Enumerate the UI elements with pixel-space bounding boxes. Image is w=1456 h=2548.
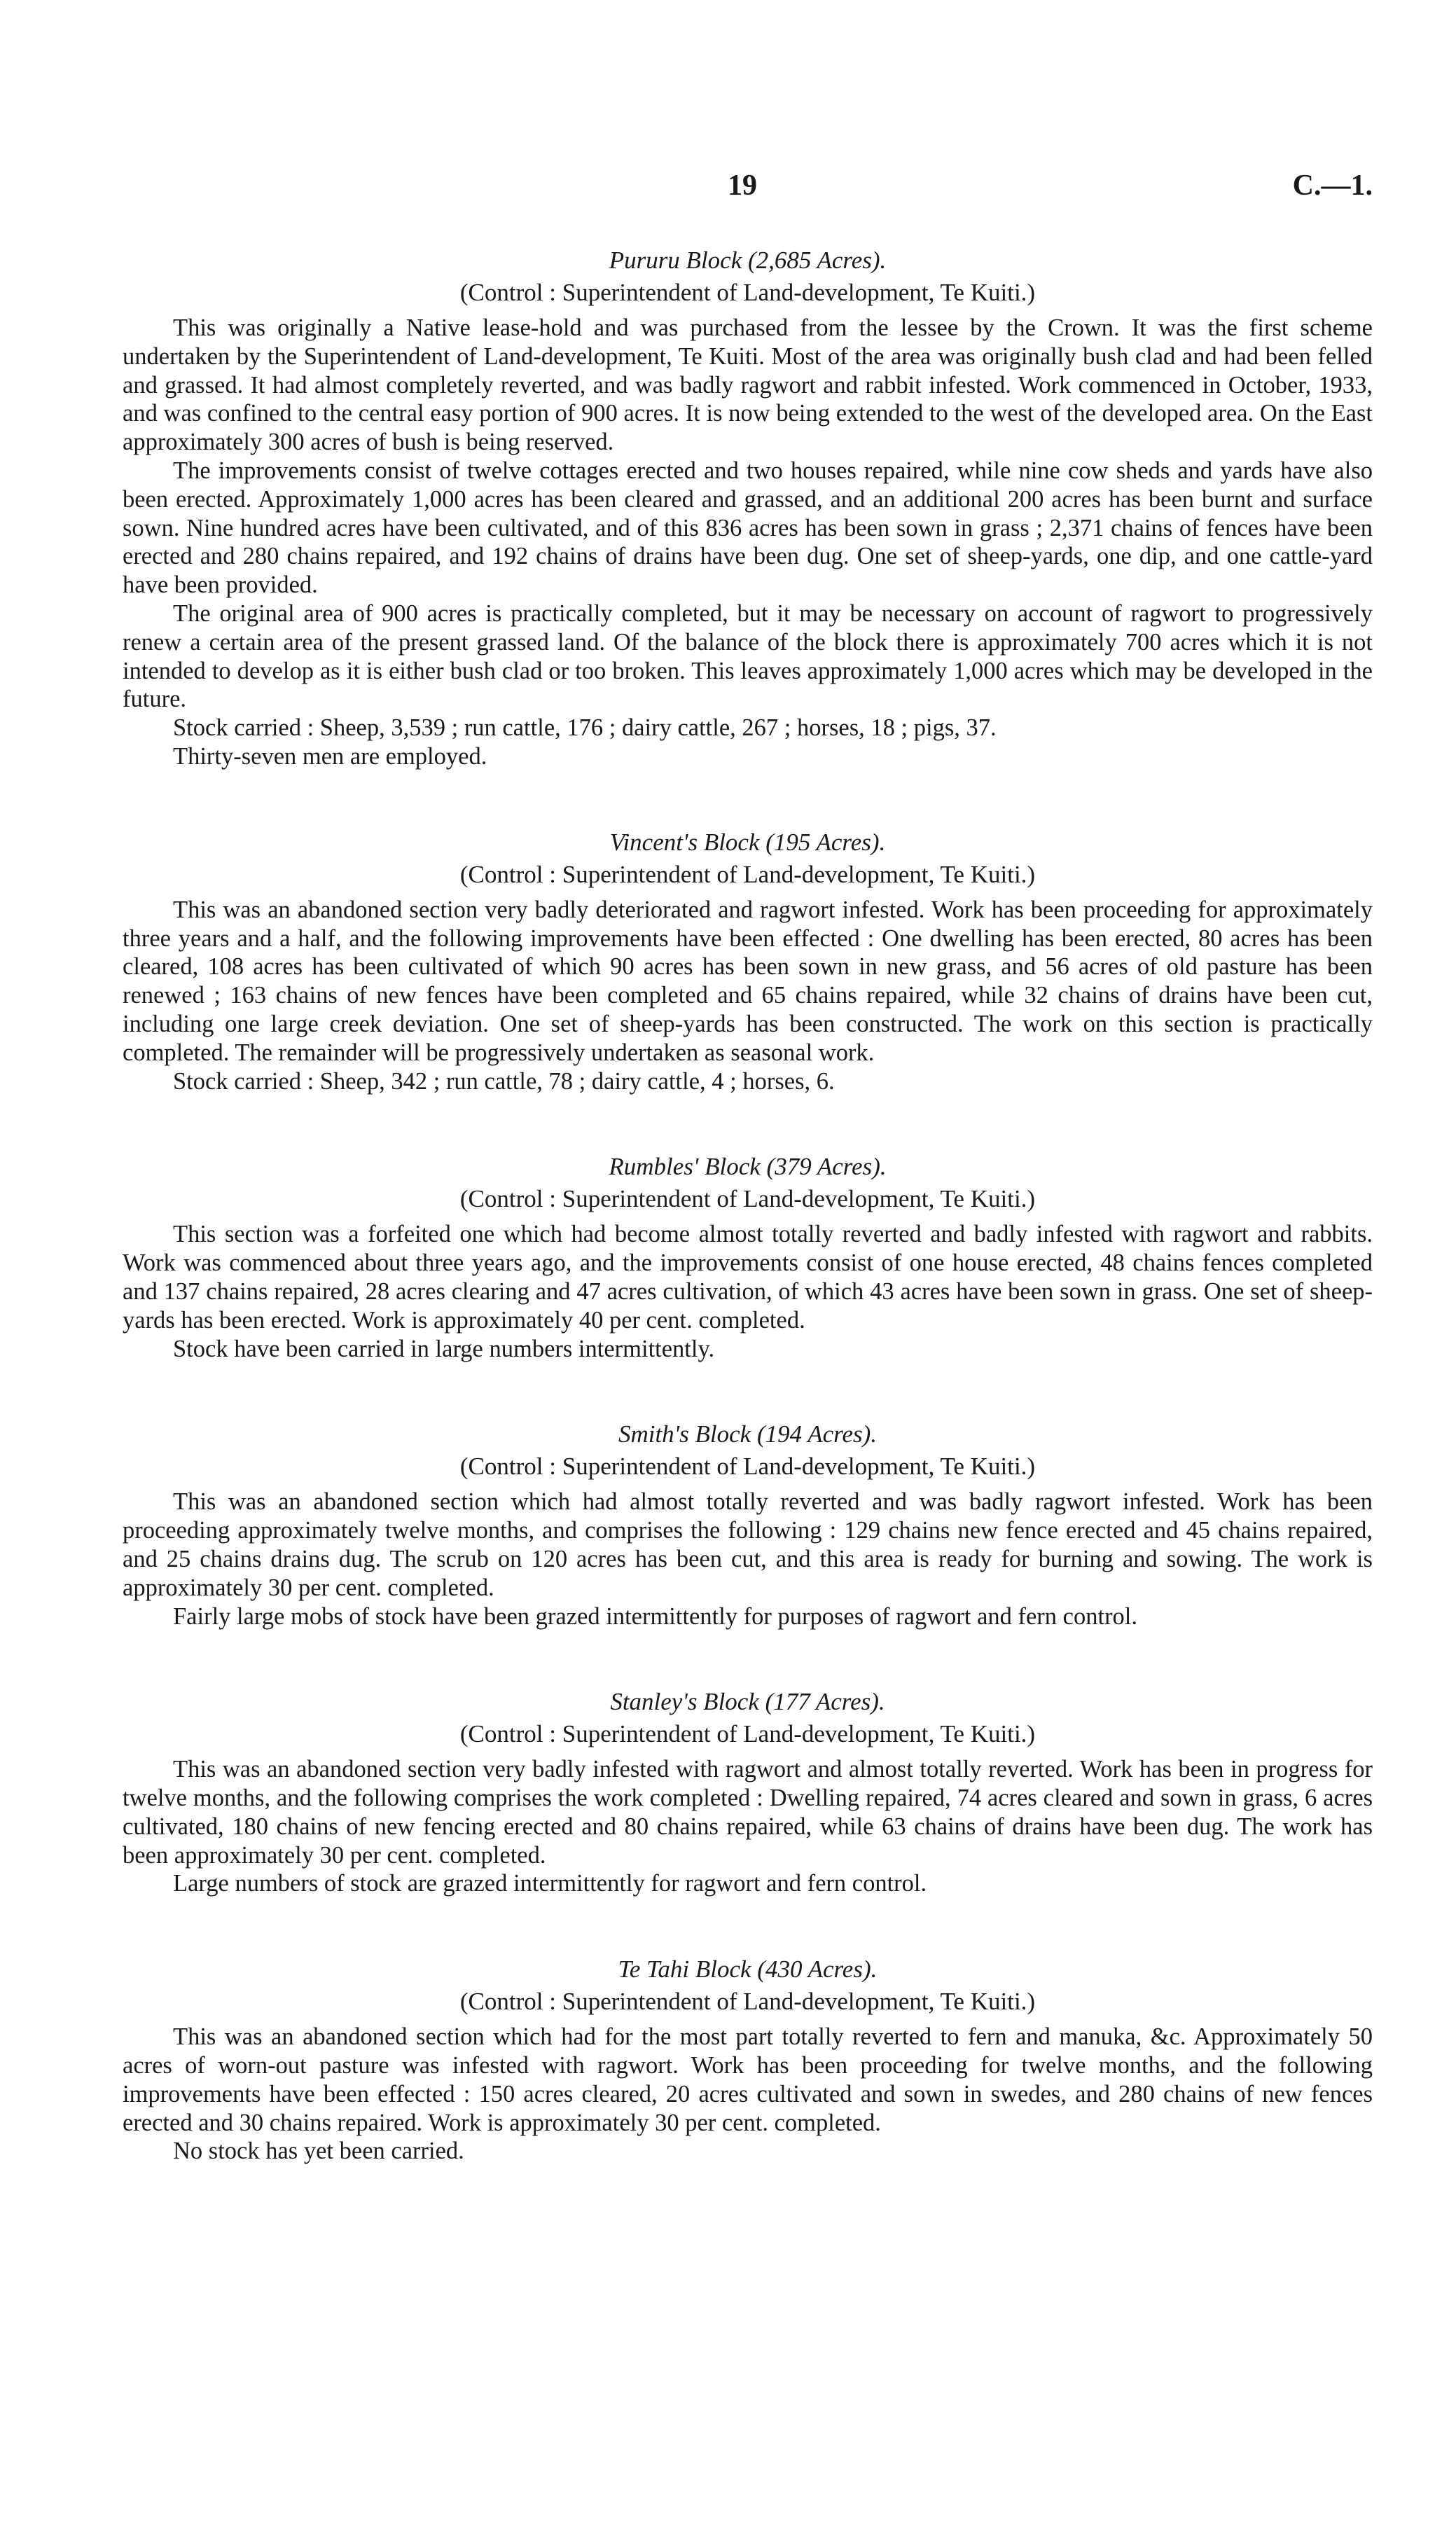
section-gap <box>123 1095 1373 1150</box>
section-title: Rumbles' Block (379 Acres). <box>609 1153 887 1181</box>
section-rumbles-block <box>123 1150 1373 1363</box>
paragraph: This was an abandoned section very badly infested with ragwort and almost totally reverted. Work has been in progress for twelve months, and the following comprises the work completed : Dwelling repaired, 74 acres cleared and sown in grass, 6 acres cultivated, 180 chains of new fencing erected and 80 chains repaired, while 63 chains of drains have been dug. The work has been approximately 30 per cent. completed. <box>123 1756 1373 1869</box>
section-title: Vincent's Block (195 Acres). <box>609 828 886 856</box>
section-pururu-block <box>123 244 1373 771</box>
paragraph: This was an abandoned section very badly deteriorated and ragwort infested. Work has been proceeding for approximately three years and a half, and the following improvements have been effected : One dwelling has been erected, 80 acres has been cleared, 108 acres has been cultivated of which 90 acres has been sown in new grass, and 56 acres of old pasture has been renewed ; 163 chains of new fences have been completed and 65 chains repaired, while 32 chains of drains have been cut, including one large creek deviation. One set of sheep-yards has been constructed. The work on this section is practically completed. The remainder will be progressively undertaken as seasonal work. <box>123 896 1373 1066</box>
section-stanleys-block <box>123 1685 1373 1898</box>
section-title: Stanley's Block (177 Acres). <box>610 1688 885 1716</box>
section-gap <box>123 1898 1373 1953</box>
section-smiths-block <box>123 1418 1373 1630</box>
stock-line: Stock have been carried in large numbers intermittently. <box>173 1335 715 1362</box>
section-control: (Control : Superintendent of Land-development, Te Kuiti.) <box>459 279 1036 306</box>
stock-line: No stock has yet been carried. <box>173 2138 464 2165</box>
section-control: (Control : Superintendent of Land-development, Te Kuiti.) <box>459 1720 1036 1748</box>
section-control: (Control : Superintendent of Land-development, Te Kuiti.) <box>459 1185 1036 1213</box>
section-control: (Control : Superintendent of Land-development, Te Kuiti.) <box>459 860 1036 888</box>
paragraph: This was an abandoned section which had for the most part totally reverted to fern and manuka, &c. Approximately 50 acres of worn-out pasture was infested with ragwort. Work has been proceeding for twelve months, and the following improvements have been effected : 150 acres cleared, 20 acres cultivated and sown in swedes, and 280 chains of new fences erected and 30 chains repaired. Work is approximately 30 per cent. completed. <box>123 2023 1373 2136</box>
paragraph: This was an abandoned section which had almost totally reverted and was badly ragwort infested. Work has been proceeding approximately twelve months, and comprises the following : 129 chains new fence erected and 45 chains repaired, and 25 chains drains dug. The scrub on 120 acres has been cut, and this area is ready for burning and sowing. The work is approximately 30 per cent. completed. <box>123 1488 1373 1601</box>
section-title: Te Tahi Block (430 Acres). <box>618 1955 878 1983</box>
document-body <box>123 244 1373 2166</box>
paragraph: This was originally a Native lease-hold and was purchased from the lessee by the Crown. It was the first scheme undertaken by the Superintendent of Land-development, Te Kuiti. Most of the area was originally bush clad and had been felled and grassed. It had almost completely reverted, and was badly ragwort and rabbit infested. Work commenced in October, 1933, and was confined to the central easy portion of 900 acres. It is now being extended to the west of the developed area. On the East approximately 300 acres of bush is being reserved. <box>123 314 1373 456</box>
stock-line: Fairly large mobs of stock have been grazed intermittently for purposes of ragwort and fern control. <box>173 1602 1138 1630</box>
stock-line: Stock carried : Sheep, 342 ; run cattle, 78 ; dairy cattle, 4 ; horses, 6. <box>173 1067 835 1095</box>
section-gap <box>123 1363 1373 1418</box>
section-title: Smith's Block (194 Acres). <box>618 1420 878 1448</box>
page-number: 19 <box>728 169 757 202</box>
section-control: (Control : Superintendent of Land-development, Te Kuiti.) <box>459 1453 1036 1481</box>
employment-line: Thirty-seven men are employed. <box>173 742 487 770</box>
stock-line: Stock carried : Sheep, 3,539 ; run cattle, 176 ; dairy cattle, 267 ; horses, 18 ; pigs, 37. <box>173 714 997 742</box>
section-te-tahi-block <box>123 1953 1373 2166</box>
paragraph: The original area of 900 acres is practically completed, but it may be necessary on account of ragwort to progressively renew a certain area of the present grassed land. Of the balance of the block there is approximately 700 acres which it is not intended to develop as it is either bush clad or too broken. This leaves approximately 1,000 acres which may be developed in the future. <box>123 600 1373 713</box>
section-control: (Control : Superintendent of Land-development, Te Kuiti.) <box>459 1988 1036 2016</box>
section-gap <box>123 1630 1373 1685</box>
section-gap <box>123 771 1373 826</box>
section-title: Pururu Block (2,685 Acres). <box>609 247 887 274</box>
section-vincents-block <box>123 826 1373 1096</box>
stock-line: Large numbers of stock are grazed intermittently for ragwort and fern control. <box>173 1870 927 1897</box>
paragraph: The improvements consist of twelve cottages erected and two houses repaired, while nine cow sheds and yards have also been erected. Approximately 1,000 acres has been cleared and grassed, and an additional 200 acres has been burnt and surface sown. Nine hundred acres have been cultivated, and of this 836 acres has been sown in grass ; 2,371 chains of fences have been erected and 280 chains repaired, and 192 chains of drains have been dug. One set of sheep-yards, one dip, and one cattle-yard have been provided. <box>123 457 1373 599</box>
document-code: C.—1. <box>1292 169 1373 202</box>
paragraph: This section was a forfeited one which had become almost totally reverted and badly infested with ragwort and rabbits. Work was commenced about three years ago, and the improvements consist of one house erected, 48 chains fences completed and 137 chains repaired, 28 acres clearing and 47 acres cultivation, of which 43 acres have been sown in grass. One set of sheep-yards has been erected. Work is approximately 40 per cent. completed. <box>123 1221 1373 1334</box>
